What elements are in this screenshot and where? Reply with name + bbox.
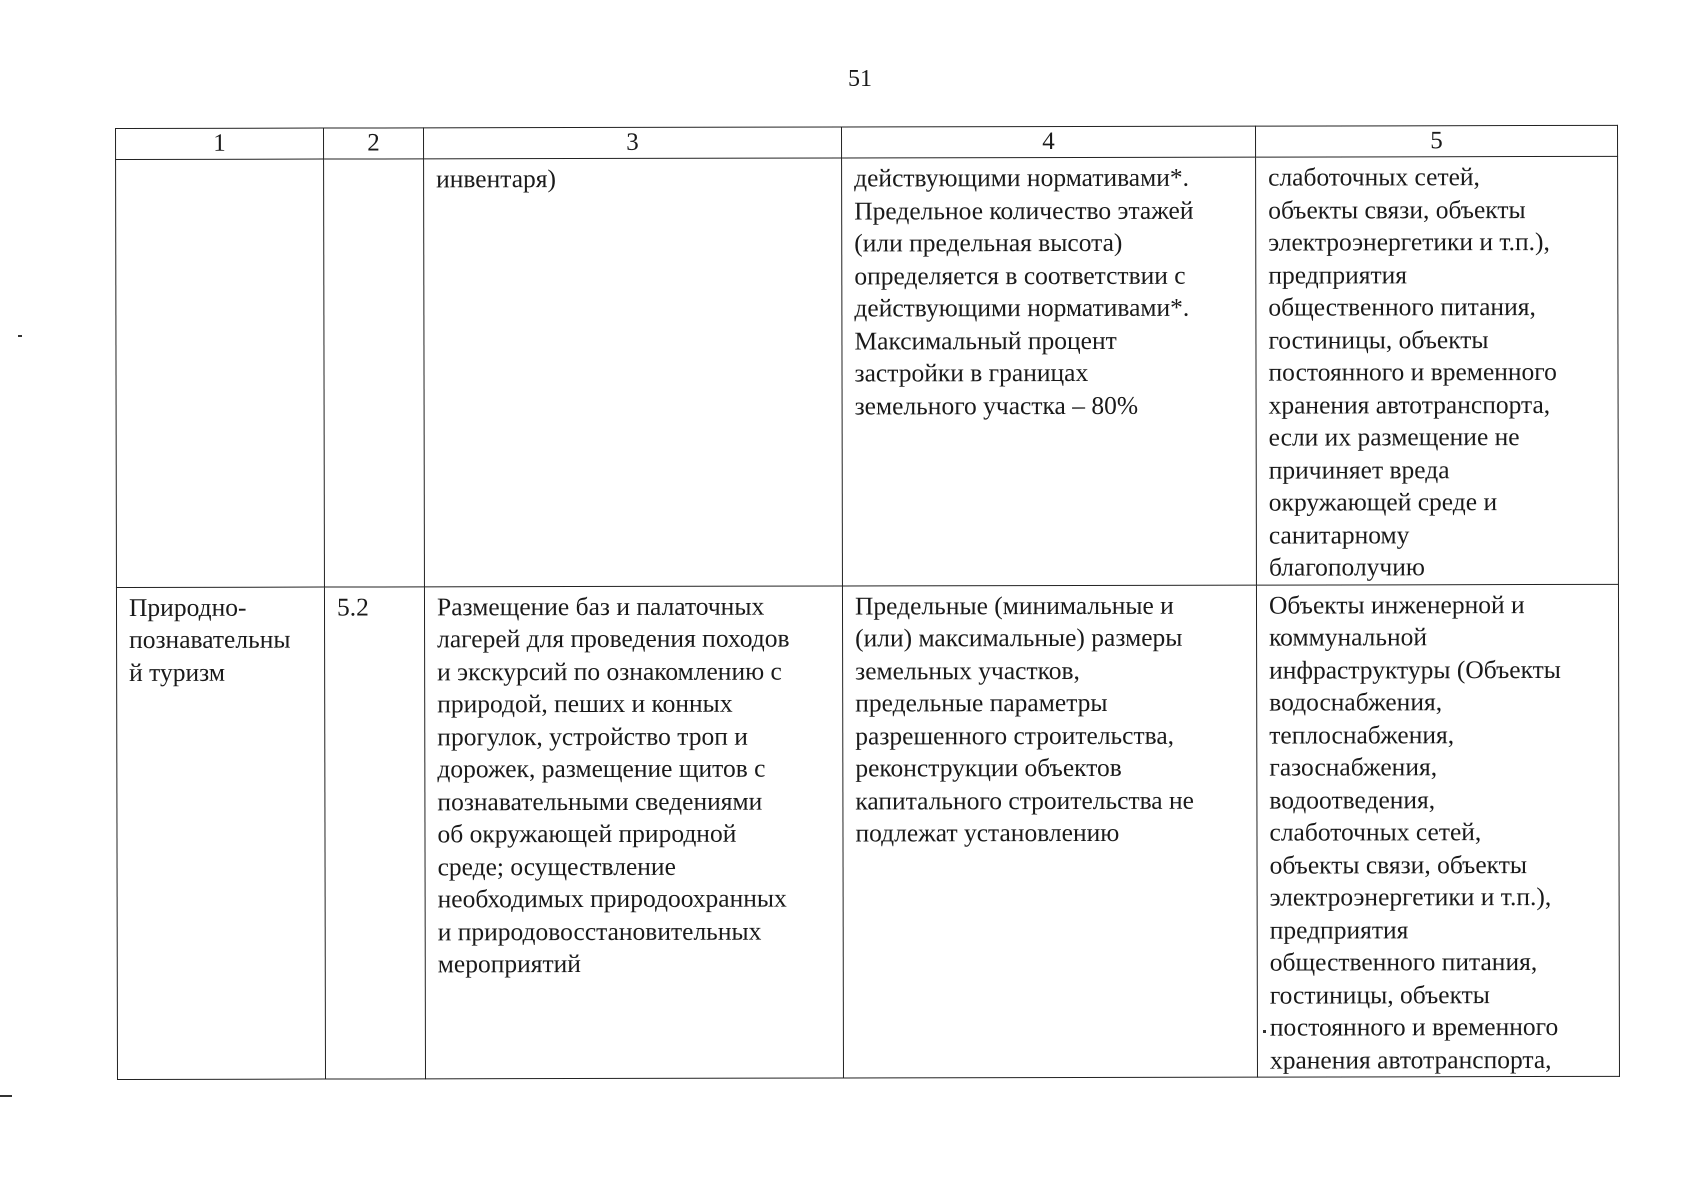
cell-text: Размещение баз и палаточных лагерей для проведения походов и экскурсий по ознакомлению с природой, пеших и конных прогулок, устройство троп и дорожек, размещение щитов с познавательными сведениями об окружающей природной среде; осуществление необходимых природоохранных и природовосстановительных мероприятий: [436, 591, 790, 979]
table-cell-use-name: [116, 159, 325, 587]
table-cell-description: [424, 158, 843, 586]
cell-text: Объекты инженерной и коммунальной инфраструктуры (Объекты водоснабжения, теплоснабжения, газоснабжения, водоотведения, слаботочных сетей, объекты связи, объекты электроэнергетики и т.п.), предприятия общественного питания, гостиницы, объекты постоянного и временного хранения автотранспорта,: [1268, 589, 1561, 1075]
cell-text: Предельные (минимальные и (или) максимальные) размеры земельных участков, предельные параметры разрешенного строительства, реконструкции объектов капитального строительства не подлежат установлению: [854, 590, 1194, 848]
table-cell-auxiliary-uses: [1256, 156, 1619, 584]
table-cell-description: [424, 585, 843, 1078]
table-cell-parameters: [842, 157, 1257, 585]
table-cell-parameters: [842, 585, 1257, 1078]
table-cell-code: [324, 586, 425, 1079]
table-cell-code: [324, 159, 425, 587]
cell-text: Природно- познавательны й туризм: [128, 592, 291, 687]
column-header-2: 2: [324, 128, 424, 159]
table-row: [116, 156, 1619, 587]
table-row: [116, 584, 1619, 1080]
page-number: 51: [848, 66, 872, 92]
regulations-table: [115, 125, 1620, 1080]
scan-mark: [1263, 1030, 1266, 1033]
cell-text: слаботочных сетей, объекты связи, объекты электроэнергетики и т.п.), предприятия общественного питания, гостиницы, объекты постоянного и временного хранения автотранспорта, если их размещение не причиняет вреда окружающей среде и санитарному благополучию: [1268, 162, 1557, 582]
column-header-3: 3: [424, 127, 842, 159]
column-header-5: 5: [1255, 125, 1617, 157]
cell-text: инвентаря): [436, 164, 557, 194]
table-cell-auxiliary-uses: [1256, 584, 1619, 1077]
table-header-row: [116, 125, 1618, 159]
cell-text: 5.2: [336, 591, 369, 622]
cell-text: действующими нормативами*. Предельное количество этажей (или предельная высота) определяется в соответствии с действующими нормативами*. Максимальный процент застройки в границах земельного участка – 80%: [854, 162, 1194, 420]
scan-mark: [18, 335, 22, 337]
column-header-4: 4: [841, 126, 1255, 158]
column-header-1: 1: [116, 128, 324, 159]
table-cell-use-name: [116, 587, 325, 1080]
scan-mark: [0, 1095, 12, 1097]
